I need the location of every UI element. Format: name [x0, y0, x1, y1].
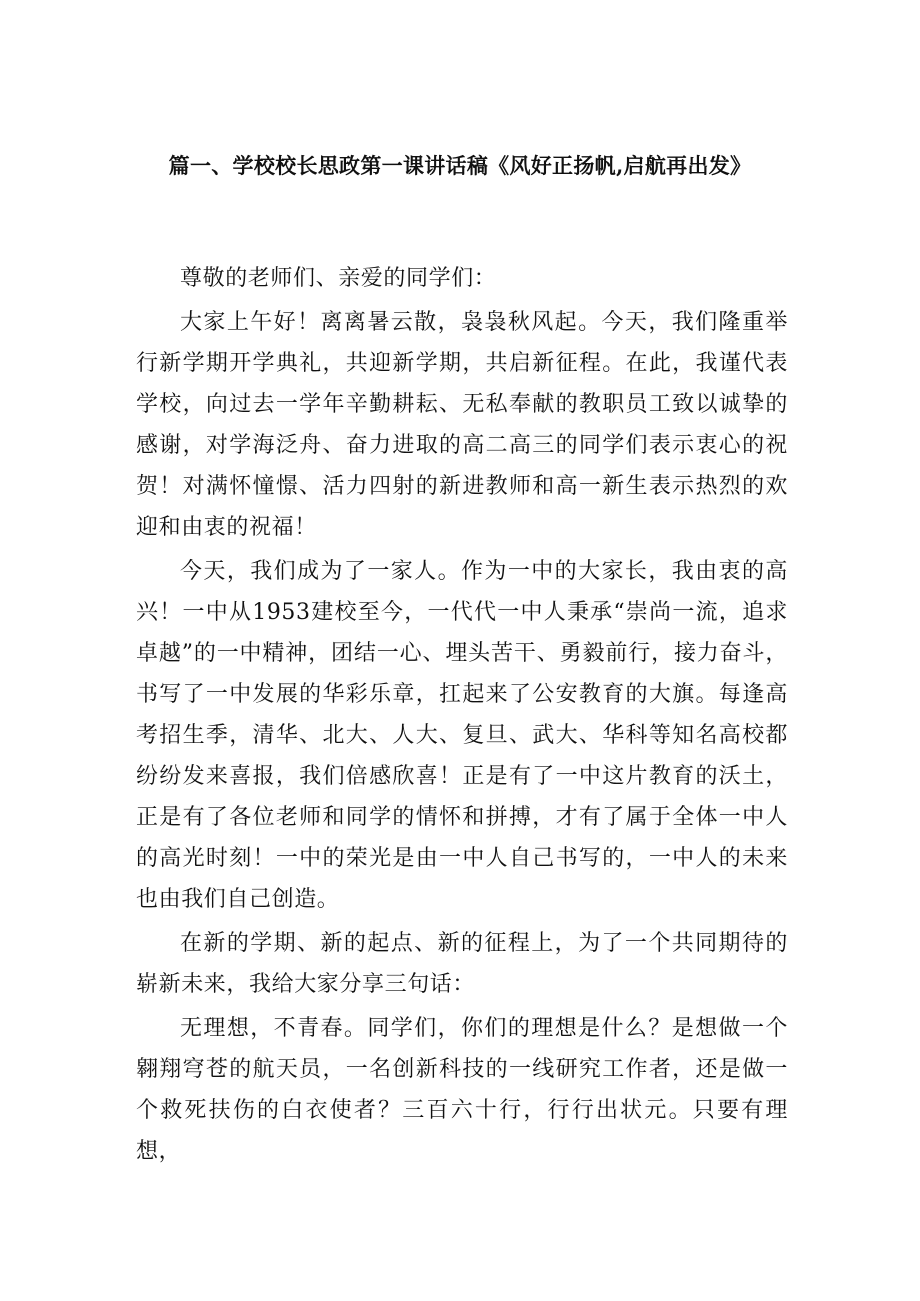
paragraph-school-history: 今天，我们成为了一家人。作为一中的大家长，我由衷的高兴！一中从1953建校至今，一代代一中人秉承“崇尚一流，追求卓越”的一中精神，团结一心、埋头苦干、勇毅前行，接力奋斗，书写了一中发展的华彩乐章，扛起来了公安教育的大旗。每逢高考招生季，清华、北大、人大、复旦、武大、华科等知名高校都纷纷发来喜报，我们倍感欣喜！正是有了一中这片教育的沃土，正是有了各位老师和同学的情怀和拼搏，才有了属于全体一中人的高光时刻！一中的荣光是由一中人自己书写的，一中人的未来也由我们自己创造。	[136, 559, 788, 912]
paragraph-salutation: 尊敬的老师们、亲爱的同学们：	[180, 266, 497, 291]
document-title: 篇一、学校校长思政第一课讲话稿《风好正扬帆,启航再出发》	[168, 153, 752, 178]
document-body	[136, 258, 788, 1175]
paragraph-three-sentences-intro: 在新的学期、新的起点、新的征程上，为了一个共同期待的崭新未来，我给大家分享三句话：	[136, 931, 788, 997]
paragraph-greeting: 大家上午好！离离暑云散，袅袅秋风起。今天，我们隆重举行新学期开学典礼，共迎新学期，共启新征程。在此，我谨代表学校，向过去一学年辛勤耕耘、无私奉献的教职员工致以诚挚的感谢，对学海泛舟、奋力进取的高二高三的同学们表示衷心的祝贺！对满怀憧憬、活力四射的新进教师和高一新生表示热烈的欢迎和由衷的祝福！	[136, 310, 788, 540]
paragraph-ideals: 无理想，不青春。同学们，你们的理想是什么？是想做一个翱翔穹苍的航天员，一名创新科技的一线研究工作者，还是做一个救死扶伤的白衣使者？三百六十行，行行出状元。只要有理想，	[136, 1016, 788, 1164]
